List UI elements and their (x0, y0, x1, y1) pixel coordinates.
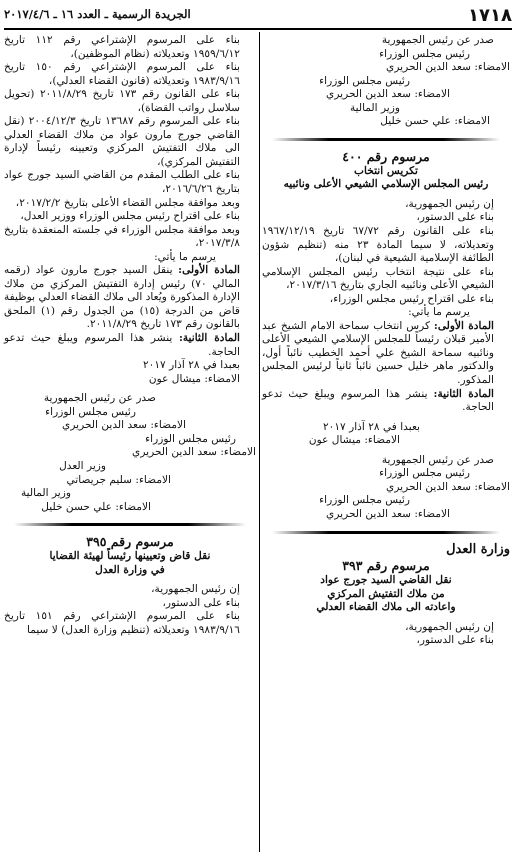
decree-400-subtitle-2: رئيس المجلس الإسلامي الشيعي الأعلى ونائبيه (283, 178, 489, 191)
d400-para: بناء على الدستور، (416, 211, 494, 224)
sig-pm-name-2: الامضاء: سعد الدين الحريري (132, 446, 256, 459)
sig-pm-name: الامضاء: سعد الدين الحريري (386, 480, 510, 493)
d393-para: وبعد موافقة مجلس القضاء الأعلى بتاريخ ٢٠١٧/٢/٢، (15, 196, 240, 209)
decree-393-title: مرسوم رقم ٣٩٣ (342, 558, 430, 574)
right-column (262, 34, 510, 648)
left-column (4, 34, 256, 637)
d400-para: بناء على اقتراح رئيس مجلس الوزراء، (329, 292, 494, 305)
column-separator (259, 32, 260, 852)
d393-para: وبعد موافقة مجلس الوزراء في جلسته المنعقدة بتاريخ ٢٠١٧/٣/٨، (4, 223, 240, 250)
decree-395-subtitle: في وزارة العدل (95, 563, 165, 576)
sig-pm-name: الامضاء: سعد الدين الحريري (386, 61, 510, 74)
d393-para: إن رئيس الجمهورية، (405, 620, 494, 633)
d393-para: بناء على المرسوم الإشتراعي رقم ١١٢ تاريخ ١٩٥٩/٦/١٢ وتعديلاته (نظام الموظفين)، (4, 34, 240, 60)
decree-393-subtitle: واعادته الى ملاك القضاء العدلي (316, 601, 456, 614)
sig-pm-title: رئيس مجلس الوزراء (379, 467, 470, 480)
d400-para: بناء على القانون رقم ٦٧/٧٢ تاريخ ١٩٦٧/١٢/١٩ وتعديلاته، لا سيما المادة ٢٣ منه (تنظيم شؤون الطائفة الإسلامية الشيعية في لبنان)، (262, 225, 494, 265)
page-header (4, 4, 512, 26)
sig-issued: صدر عن رئيس الجمهورية (381, 453, 494, 466)
decree-395-title: مرسوم رقم ٣٩٥ (86, 534, 174, 550)
decree-393-subtitle: من ملاك التفتيش المركزي (327, 587, 445, 600)
sig-finance-name: الامضاء: علي حسن خليل (41, 500, 151, 513)
d393-article-2: المادة الثانية: ينشر هذا المرسوم ويبلغ حيث تدعو الحاجة. (4, 332, 240, 358)
d393-para: بناء على الدستور، (416, 634, 494, 647)
sig-finance-title: وزير المالية (349, 101, 400, 114)
decree-400-title: مرسوم رقم ٤٠٠ (342, 148, 430, 164)
d400-signature: الامضاء: ميشال عون (308, 434, 400, 447)
sig-finance-title: وزير المالية (20, 487, 71, 500)
d393-para: يرسم ما يأتي: (154, 250, 216, 263)
d393-signature: الامضاء: ميشال عون (148, 372, 240, 385)
sig-finance-name: الامضاء: علي حسن خليل (380, 115, 490, 128)
decree-395-subtitle: نقل قاض وتعيينها رئيساً لهيئة القضايا (49, 550, 211, 563)
sig-pm-name-2: الامضاء: سعد الدين الحريري (326, 507, 450, 520)
page-number: ١٧١٨ (468, 5, 512, 26)
d393-article-1: المادة الأولى: ينقل السيد جورج مارون عواد (رقمه المالي ٧٠) رئيس إدارة التفتيش المركزي من ملاك الإدارة المذكورة ويُعاد الى ملاك القضاء العدلي بوظيفة قاض من الدرجة (١٥) من الجدول رقم (١) الملحق بالقانون رقم ١٧٣ تاريخ ٢٠١١/٨/٢٩. (4, 264, 240, 331)
d395-para: بناء على المرسوم الإشتراعي رقم ١٥١ تاريخ ١٩٨٣/٩/١٦ وتعديلاته (تنظيم وزارة العدل) لا سيما (4, 610, 240, 636)
d400-date: بعبدا في ٢٨ آذار ٢٠١٧ (322, 420, 420, 433)
section-divider (14, 520, 246, 528)
sig-pm-title-2: رئيس مجلس الوزراء (319, 494, 410, 507)
decree-400-subtitle-1: تكريس انتخاب (354, 164, 418, 177)
sig-pm-name: الامضاء: سعد الدين الحريري (62, 419, 186, 432)
d400-para: يرسم ما يأتي: (408, 306, 470, 319)
sig-pm-title-2: رئيس مجلس الوزراء (145, 432, 236, 445)
sig-pm-name-2: الامضاء: سعد الدين الحريري (326, 88, 450, 101)
d393-para: بناء على القانون رقم ١٧٣ تاريخ ٢٠١١/٨/٢٩ (تحويل سلاسل رواتب القضاة)، (4, 88, 240, 114)
section-divider (272, 528, 500, 536)
sig-pm-title-2: رئيس مجلس الوزراء (319, 74, 410, 87)
sig-issued: صدر عن رئيس الجمهورية (381, 34, 494, 46)
gazette-title: الجريدة الرسمية ـ العدد ١٦ ـ ٢٠١٧/٤/٦ (4, 7, 191, 21)
d393-para: بناء على اقتراح رئيس مجلس الوزراء ووزير العدل، (20, 210, 240, 223)
d393-para: بناء على المرسوم رقم ١٣٦٨٧ تاريخ ٢٠٠٤/١٢/٣ (نقل القاضي جورج مارون عواد من ملاك القضاء العدلي الى ملاك التفتيش المركزي وتعيينه رئيساً لإدارة التفتيش المركزي)، (4, 115, 240, 168)
d400-para: إن رئيس الجمهورية، (405, 197, 494, 210)
ministry-heading: وزارة العدل (446, 541, 510, 557)
d400-article-2: المادة الثانية: ينشر هذا المرسوم ويبلغ حيث تدعو الحاجة. (262, 387, 494, 414)
decree-393-subtitle: نقل القاضي السيد جورج عواد (320, 574, 452, 587)
sig-justice-name: الامضاء: سليم جريصاتي (66, 473, 171, 486)
d400-article-1: المادة الأولى: كرس انتخاب سماحة الامام الشيخ عبد الأمير قبلان رئيساً للمجلس الإسلامي الشيعي الأعلى ونائبيه سماحة الشيخ علي أحمد الخطيب نائباً أول، والدكتور ماهر خليل حسين نائباً ثانياً لرئيس المجلس المذكور. (262, 319, 494, 387)
d393-date: بعبدا في ٢٨ آذار ٢٠١٧ (142, 359, 240, 372)
sig-justice-title: وزير العدل (59, 459, 106, 472)
section-divider (272, 135, 500, 143)
header-rule (4, 28, 512, 30)
sig-pm-title: رئيس مجلس الوزراء (45, 405, 136, 418)
d393-para: بناء على المرسوم الإشتراعي رقم ١٥٠ تاريخ ١٩٨٣/٩/١٦ وتعديلاته (قانون القضاء العدلي)، (4, 61, 240, 87)
d395-para: بناء على الدستور، (162, 596, 240, 609)
sig-issued: صدر عن رئيس الجمهورية (43, 392, 156, 405)
d400-para: بناء على نتيجة انتخاب رئيس المجلس الإسلامي الشيعي الأعلى ونائبيه الجاري بتاريخ ٢٠١٧/٣/١٦، (262, 265, 494, 292)
d395-para: إن رئيس الجمهورية، (151, 583, 240, 596)
sig-pm-title: رئيس مجلس الوزراء (379, 47, 470, 60)
d393-para: بناء على الطلب المقدم من القاضي السيد جورج عواد بتاريخ ٢٠١٦/٦/٢٦، (4, 169, 240, 196)
